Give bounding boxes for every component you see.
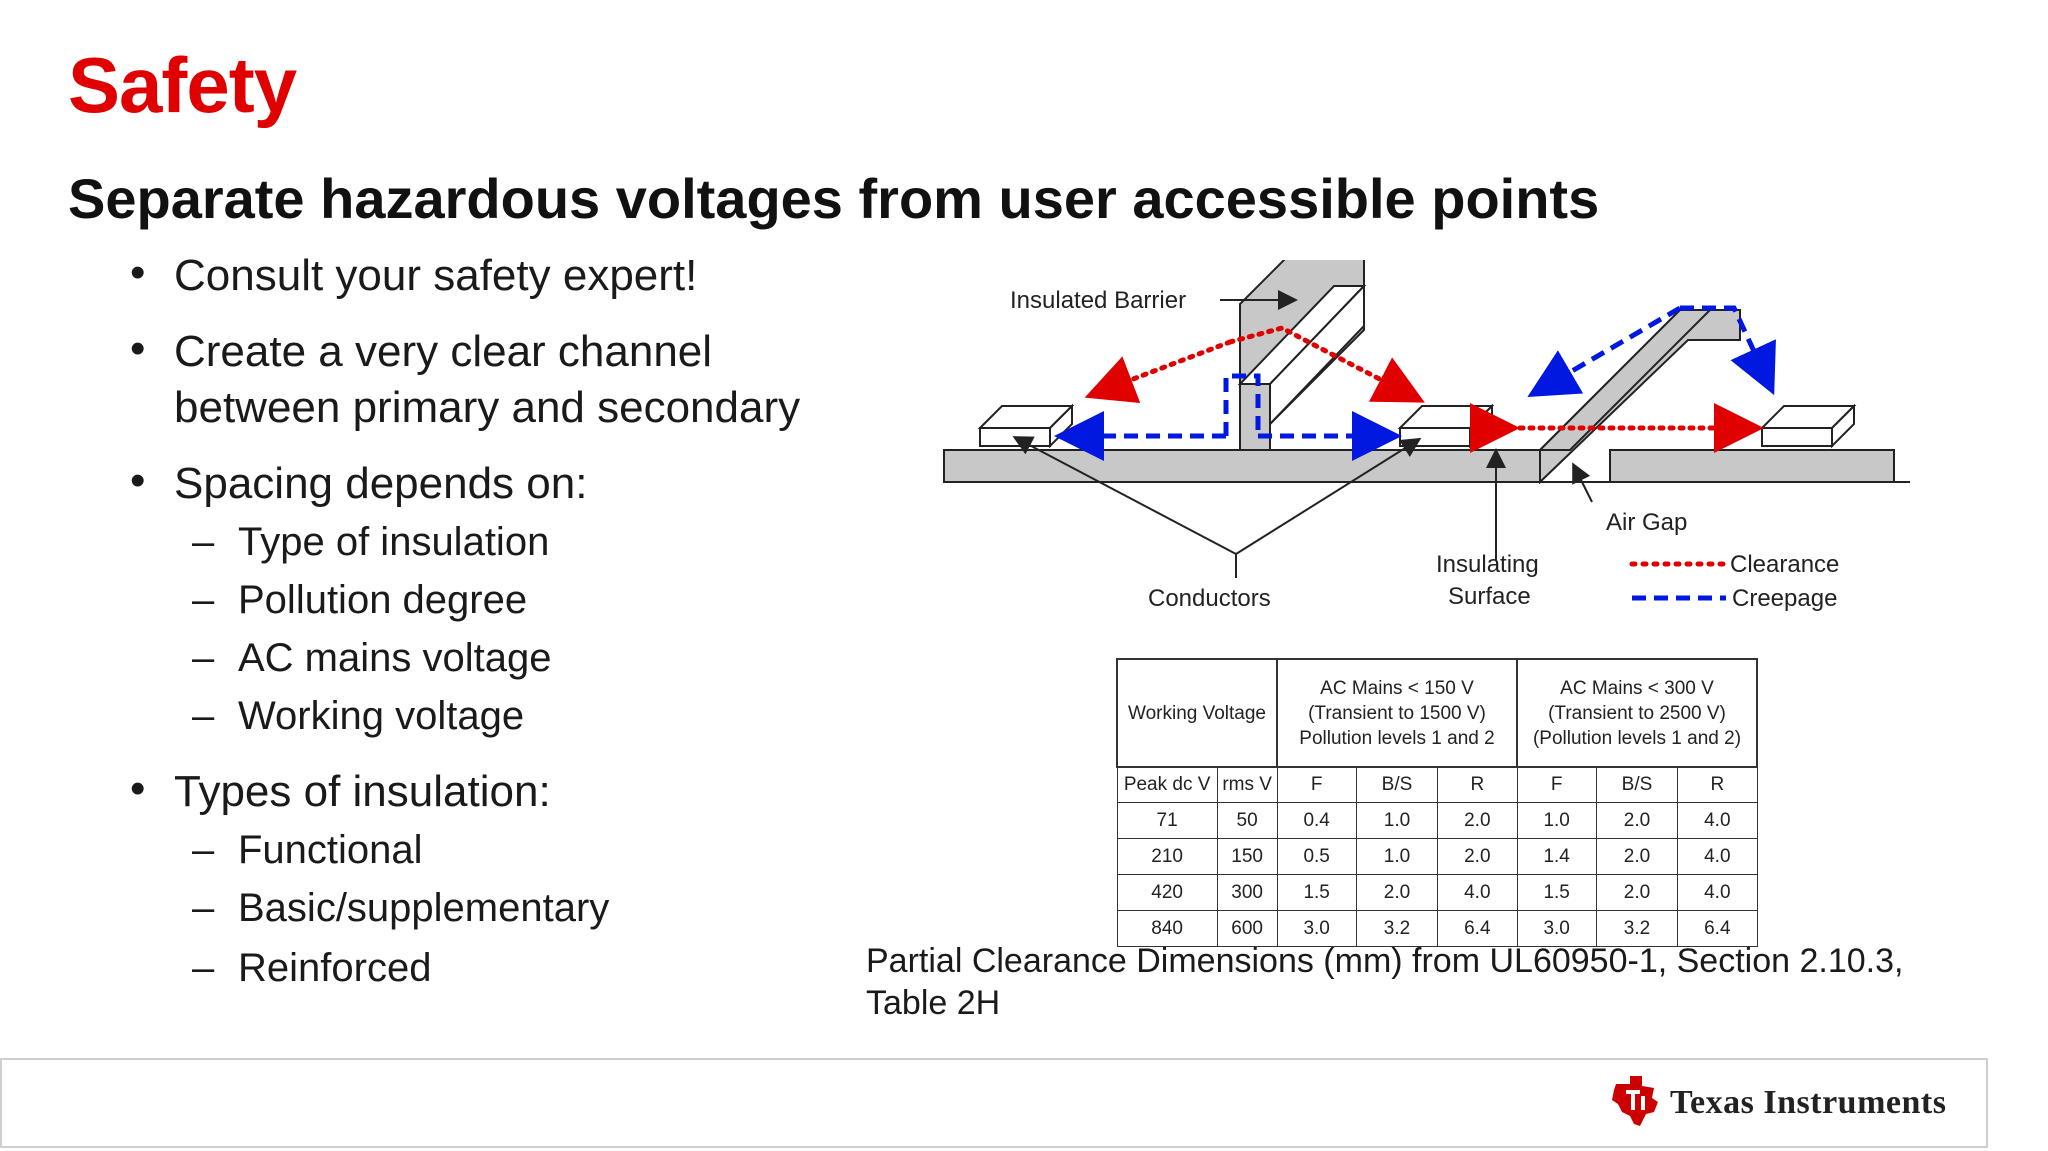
conductor-middle (1400, 406, 1492, 446)
table-cell: 1.0 (1517, 803, 1596, 839)
texas-instruments-logo (1608, 1074, 2008, 1134)
table-subheader: R (1438, 767, 1517, 803)
clearance-creepage-diagram (940, 260, 1920, 630)
conductor-left (980, 406, 1072, 446)
table-row (1117, 875, 1757, 911)
group1-line: (Transient to 1500 V) (1308, 702, 1486, 724)
table-cell: 3.2 (1356, 911, 1437, 947)
sub-bullet-text: Type of insulation (238, 520, 550, 564)
table-subheader: B/S (1596, 767, 1677, 803)
table-subheader: F (1277, 767, 1356, 803)
insulating-surface-label-line2: Surface (1448, 583, 1531, 610)
clearance-dimensions-table (1116, 658, 1758, 947)
clearance-path-left (1094, 342, 1230, 394)
ti-brand-text: Texas Instruments (1670, 1084, 1947, 1121)
table-header-group1 (1277, 659, 1517, 767)
table-cell: 2.0 (1596, 875, 1677, 911)
bullet-dot-icon: • (130, 456, 146, 505)
table-cell: 3.2 (1596, 911, 1677, 947)
table-cell: 2.0 (1596, 839, 1677, 875)
legend-clearance-label: Clearance (1730, 551, 1840, 578)
barrier-side (1240, 384, 1270, 450)
table-cell: 150 (1217, 839, 1277, 875)
table-subheader: Peak dc V (1117, 767, 1217, 803)
table-cell: 4.0 (1678, 839, 1757, 875)
table-subheader: rms V (1217, 767, 1277, 803)
bullet-text: Consult your safety expert! (174, 251, 698, 300)
table-cell: 4.0 (1678, 803, 1757, 839)
table-row (1117, 839, 1757, 875)
table-header-working-voltage: Working Voltage (1117, 659, 1277, 767)
table-cell: 1.5 (1517, 875, 1596, 911)
table-cell: 50 (1217, 803, 1277, 839)
table-cell: 840 (1117, 911, 1217, 947)
slide-title: Safety (68, 41, 297, 129)
table-subheader: R (1678, 767, 1757, 803)
bullet-text: Spacing depends on: (174, 459, 588, 508)
sub-bullet-text: Functional (238, 828, 423, 872)
table-cell: 2.0 (1438, 839, 1517, 875)
table-subheader: F (1517, 767, 1596, 803)
sub-bullet-text: Reinforced (238, 946, 432, 990)
table-cell: 71 (1117, 803, 1217, 839)
table-cell: 2.0 (1356, 875, 1437, 911)
air-gap-pointer (1574, 466, 1592, 502)
ti-state-logo-icon (1608, 1074, 1662, 1128)
air-gap-label: Air Gap (1606, 509, 1688, 536)
insulating-substrate-left (944, 450, 1540, 482)
table-header-group2 (1517, 659, 1757, 767)
insulating-substrate-right (1610, 450, 1894, 482)
group1-line: AC Mains < 150 V (1320, 677, 1474, 699)
insulated-barrier-label: Insulated Barrier (1010, 287, 1187, 314)
table-cell: 0.5 (1277, 839, 1356, 875)
table-caption (866, 940, 1986, 1024)
table-cell: 420 (1117, 875, 1217, 911)
conductors-label: Conductors (1148, 585, 1271, 612)
bullet-dot-icon: • (130, 248, 146, 297)
caption-line: Table 2H (866, 984, 1001, 1022)
group1-line: Pollution levels 1 and 2 (1299, 727, 1495, 749)
group2-line: (Pollution levels 1 and 2) (1532, 727, 1742, 749)
table-cell: 210 (1117, 839, 1217, 875)
table-cell: 2.0 (1438, 803, 1517, 839)
table-cell: 1.4 (1517, 839, 1596, 875)
group2-line: AC Mains < 300 V (1560, 677, 1714, 699)
bullet-dot-icon: • (130, 324, 146, 373)
table-cell: 4.0 (1438, 875, 1517, 911)
sub-bullet-text: Working voltage (238, 694, 525, 738)
slide-subtitle: Separate hazardous voltages from user accessible points (68, 167, 1600, 230)
table-cell: 3.0 (1277, 911, 1356, 947)
bullet-dot-icon: • (130, 764, 146, 813)
sub-bullet-text: Pollution degree (238, 578, 528, 622)
sub-bullet-text: AC mains voltage (238, 636, 552, 680)
bullet-text: Types of insulation: (174, 767, 551, 816)
table-cell: 1.0 (1356, 803, 1437, 839)
caption-line: Partial Clearance Dimensions (mm) from UL60950-1, Section 2.10.3, (866, 942, 1904, 980)
table-cell: 1.0 (1356, 839, 1437, 875)
table-subheader: B/S (1356, 767, 1437, 803)
insulating-surface-label-line1: Insulating (1436, 551, 1539, 578)
table-cell: 6.4 (1678, 911, 1757, 947)
table-cell: 300 (1217, 875, 1277, 911)
table-cell: 2.0 (1596, 803, 1677, 839)
conductor-right (1762, 406, 1854, 446)
bullet-text: Create a very clear channel (174, 327, 713, 376)
table-cell: 600 (1217, 911, 1277, 947)
legend-creepage-label: Creepage (1732, 585, 1838, 612)
table-cell: 0.4 (1277, 803, 1356, 839)
table-cell: 3.0 (1517, 911, 1596, 947)
sub-bullet-text: Basic/supplementary (238, 886, 610, 930)
bullet-text-continued: between primary and secondary (174, 383, 801, 432)
table-row (1117, 803, 1757, 839)
table-cell: 4.0 (1678, 875, 1757, 911)
table-cell: 1.5 (1277, 875, 1356, 911)
table-cell: 6.4 (1438, 911, 1517, 947)
group2-line: (Transient to 2500 V) (1548, 702, 1726, 724)
